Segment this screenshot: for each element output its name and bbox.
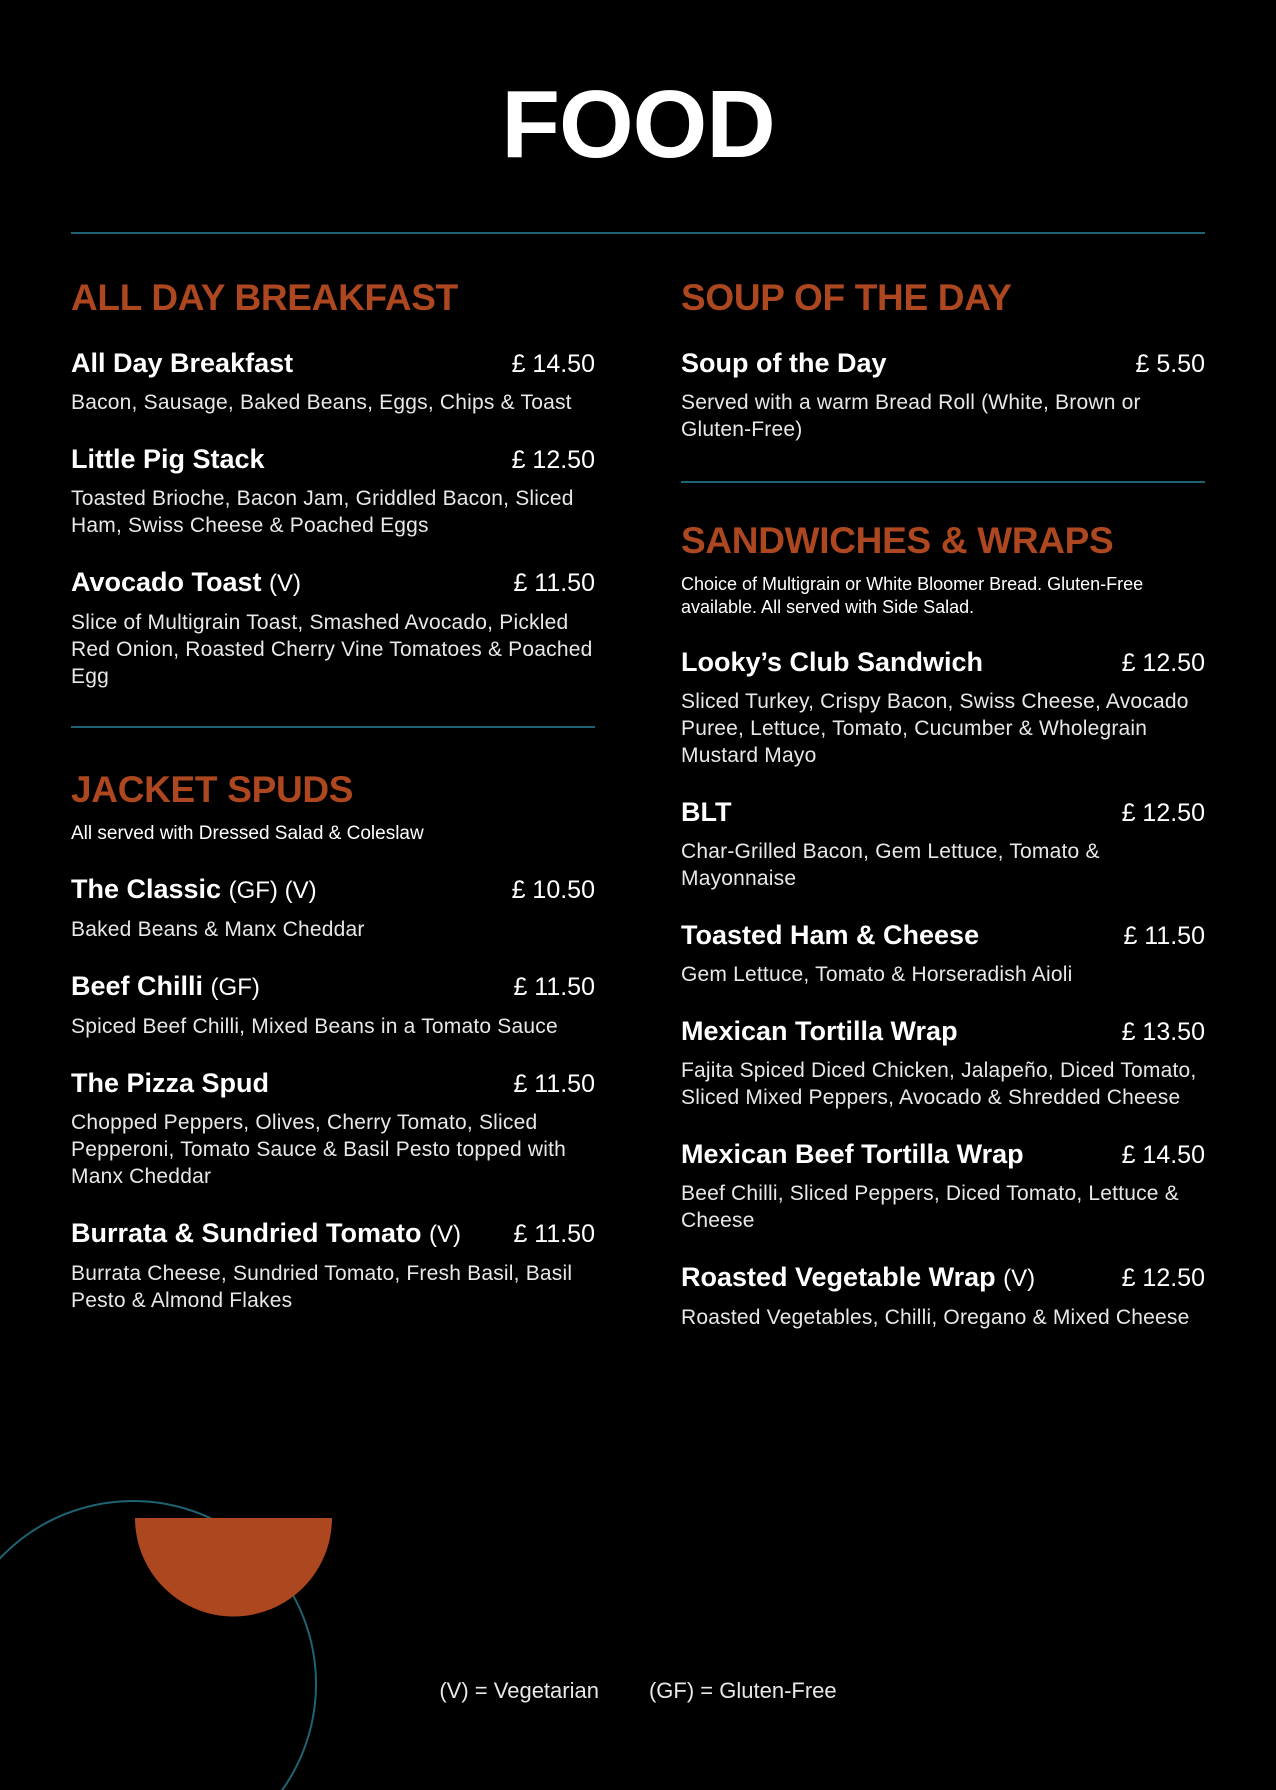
- sandwiches-section: [681, 519, 1205, 1331]
- menu-item-title: [71, 1066, 269, 1100]
- dietary-legend: [0, 1678, 1276, 1704]
- section-heading: ALL DAY BREAKFAST: [71, 277, 458, 318]
- menu-item-diet-tag: (GF): [210, 974, 260, 1001]
- menu-item-title: [681, 795, 731, 829]
- legend-vegetarian: (V) = Vegetarian: [439, 1678, 599, 1703]
- menu-item-price: £ 12.50: [511, 446, 595, 474]
- menu-item-description: Burrata Cheese, Sundried Tomato, Fresh Basil, Basil Pesto & Almond Flakes: [71, 1262, 573, 1312]
- menu-item-title: [71, 346, 293, 380]
- menu-item-header: [71, 1216, 595, 1252]
- menu-item-header: [71, 1066, 595, 1101]
- menu-item-name: Roasted Vegetable Wrap: [681, 1262, 996, 1292]
- menu-item-header: [71, 969, 595, 1005]
- menu-item-description: Slice of Multigrain Toast, Smashed Avocado, Pickled Red Onion, Roasted Cherry Vine Tomatoes & Poached Egg: [71, 611, 593, 688]
- menu-item-title: [71, 565, 301, 601]
- menu-item-name: Toasted Ham & Cheese: [681, 920, 980, 950]
- menu-item-description: Gem Lettuce, Tomato & Horseradish Aioli: [681, 963, 1073, 986]
- menu-item: [71, 442, 595, 539]
- breakfast-section: [71, 276, 595, 690]
- menu-item-name: All Day Breakfast: [71, 348, 294, 378]
- section-note: Choice of Multigrain or White Bloomer Bread. Gluten-Free available. All served with Side Salad.: [681, 574, 1144, 617]
- menu-item-price: £ 12.50: [1121, 1264, 1205, 1292]
- menu-item-price: £ 13.50: [1121, 1018, 1205, 1046]
- section-divider: [681, 481, 1205, 483]
- menu-item-diet-tag: (GF) (V): [228, 877, 317, 904]
- menu-item: [681, 1137, 1205, 1234]
- menu-item-header: [71, 872, 595, 908]
- menu-item-price: £ 12.50: [1121, 799, 1205, 827]
- menu-item-description: Beef Chilli, Sliced Peppers, Diced Tomato, Lettuce & Cheese: [681, 1182, 1179, 1232]
- menu-item-description: Baked Beans & Manx Cheddar: [71, 918, 365, 941]
- menu-item-diet-tag: (V): [269, 570, 302, 597]
- menu-item-price: £ 10.50: [511, 876, 595, 904]
- menu-item-header: [681, 346, 1205, 381]
- menu-item-price: £ 11.50: [513, 1220, 595, 1248]
- section-divider: [71, 726, 595, 728]
- menu-item-header: [681, 645, 1205, 680]
- menu-item-title: [71, 1216, 461, 1252]
- menu-item-title: [71, 442, 265, 476]
- menu-item-price: £ 5.50: [1135, 350, 1205, 378]
- jacket-spuds-section: [71, 768, 595, 1314]
- menu-item-name: The Classic: [71, 874, 222, 904]
- menu-item-description: Spiced Beef Chilli, Mixed Beans in a Tomato Sauce: [71, 1015, 558, 1038]
- menu-item-title: [681, 918, 979, 952]
- menu-item-price: £ 14.50: [1121, 1141, 1205, 1169]
- menu-item: [71, 346, 595, 416]
- menu-item-description: Roasted Vegetables, Chilli, Oregano & Mixed Cheese: [681, 1306, 1190, 1329]
- menu-item-price: £ 11.50: [513, 569, 595, 597]
- menu-item-price: £ 12.50: [1121, 649, 1205, 677]
- menu-item-header: [681, 918, 1205, 953]
- menu-item-diet-tag: (V): [429, 1221, 462, 1248]
- section-note: All served with Dressed Salad & Coleslaw: [71, 823, 424, 844]
- menu-item: [681, 918, 1205, 988]
- menu-item: [71, 1066, 595, 1190]
- menu-item-header: [681, 1137, 1205, 1172]
- menu-item-title: [71, 969, 260, 1005]
- menu-item-description: Chopped Peppers, Olives, Cherry Tomato, Sliced Pepperoni, Tomato Sauce & Basil Pesto topped with Manx Cheddar: [71, 1111, 567, 1188]
- menu-item-title: [681, 1260, 1035, 1296]
- menu-item: [681, 1014, 1205, 1111]
- menu-item-price: £ 14.50: [511, 350, 595, 378]
- menu-item-title: [681, 346, 887, 380]
- menu-item: [681, 1260, 1205, 1331]
- menu-item: [681, 346, 1205, 443]
- menu-item-description: Toasted Brioche, Bacon Jam, Griddled Bacon, Sliced Ham, Swiss Cheese & Poached Eggs: [71, 487, 574, 537]
- menu-item-header: [71, 565, 595, 601]
- menu-item-price: £ 11.50: [513, 973, 595, 1001]
- menu-item-header: [71, 442, 595, 477]
- page-title: FOOD: [501, 71, 775, 178]
- menu-item: [71, 1216, 595, 1314]
- menu-item-name: Soup of the Day: [681, 348, 887, 378]
- menu-item-name: Mexican Beef Tortilla Wrap: [681, 1139, 1024, 1169]
- menu-item-header: [681, 795, 1205, 830]
- menu-item-header: [71, 346, 595, 381]
- top-rule: [71, 232, 1205, 234]
- half-circle-decoration: [135, 1518, 332, 1616]
- menu-item-name: Mexican Tortilla Wrap: [681, 1016, 958, 1046]
- menu-item-description: Served with a warm Bread Roll (White, Brown or Gluten-Free): [681, 391, 1141, 441]
- menu-item-diet-tag: (V): [1003, 1265, 1036, 1292]
- menu-item: [681, 645, 1205, 769]
- menu-item-name: The Pizza Spud: [71, 1068, 270, 1098]
- menu-item-name: Avocado Toast: [71, 567, 262, 597]
- menu-item-description: Sliced Turkey, Crispy Bacon, Swiss Cheese, Avocado Puree, Lettuce, Tomato, Cucumber & Wholegrain Mustard Mayo: [681, 690, 1189, 767]
- menu-item-name: BLT: [681, 797, 732, 827]
- right-column: [681, 276, 1205, 1331]
- menu-item-price: £ 11.50: [513, 1070, 595, 1098]
- menu-item-title: [681, 1137, 1024, 1171]
- soup-section: [681, 276, 1205, 443]
- menu-item: [71, 872, 595, 943]
- menu-item-description: Char-Grilled Bacon, Gem Lettuce, Tomato & Mayonnaise: [681, 840, 1100, 890]
- menu-item-header: [681, 1260, 1205, 1296]
- menu-item-name: Little Pig Stack: [71, 444, 265, 474]
- menu-item-name: Burrata & Sundried Tomato: [71, 1218, 422, 1248]
- menu-item-description: Fajita Spiced Diced Chicken, Jalapeño, Diced Tomato, Sliced Mixed Peppers, Avocado & Shredded Cheese: [681, 1059, 1197, 1109]
- menu-item-title: [681, 645, 983, 679]
- section-heading: JACKET SPUDS: [71, 769, 354, 810]
- menu-item-name: Looky’s Club Sandwich: [681, 647, 984, 677]
- section-heading: SANDWICHES & WRAPS: [681, 520, 1114, 561]
- menu-item-name: Beef Chilli: [71, 971, 204, 1001]
- section-heading: SOUP OF THE DAY: [681, 277, 1012, 318]
- menu-item: [71, 565, 595, 690]
- menu-item-description: Bacon, Sausage, Baked Beans, Eggs, Chips & Toast: [71, 391, 572, 414]
- menu-item-price: £ 11.50: [1123, 922, 1205, 950]
- menu-item: [681, 795, 1205, 892]
- left-column: [71, 276, 595, 1314]
- menu-item-title: [681, 1014, 958, 1048]
- menu-item-header: [681, 1014, 1205, 1049]
- legend-gluten-free: (GF) = Gluten-Free: [648, 1678, 837, 1703]
- menu-item: [71, 969, 595, 1040]
- menu-item-title: [71, 872, 317, 908]
